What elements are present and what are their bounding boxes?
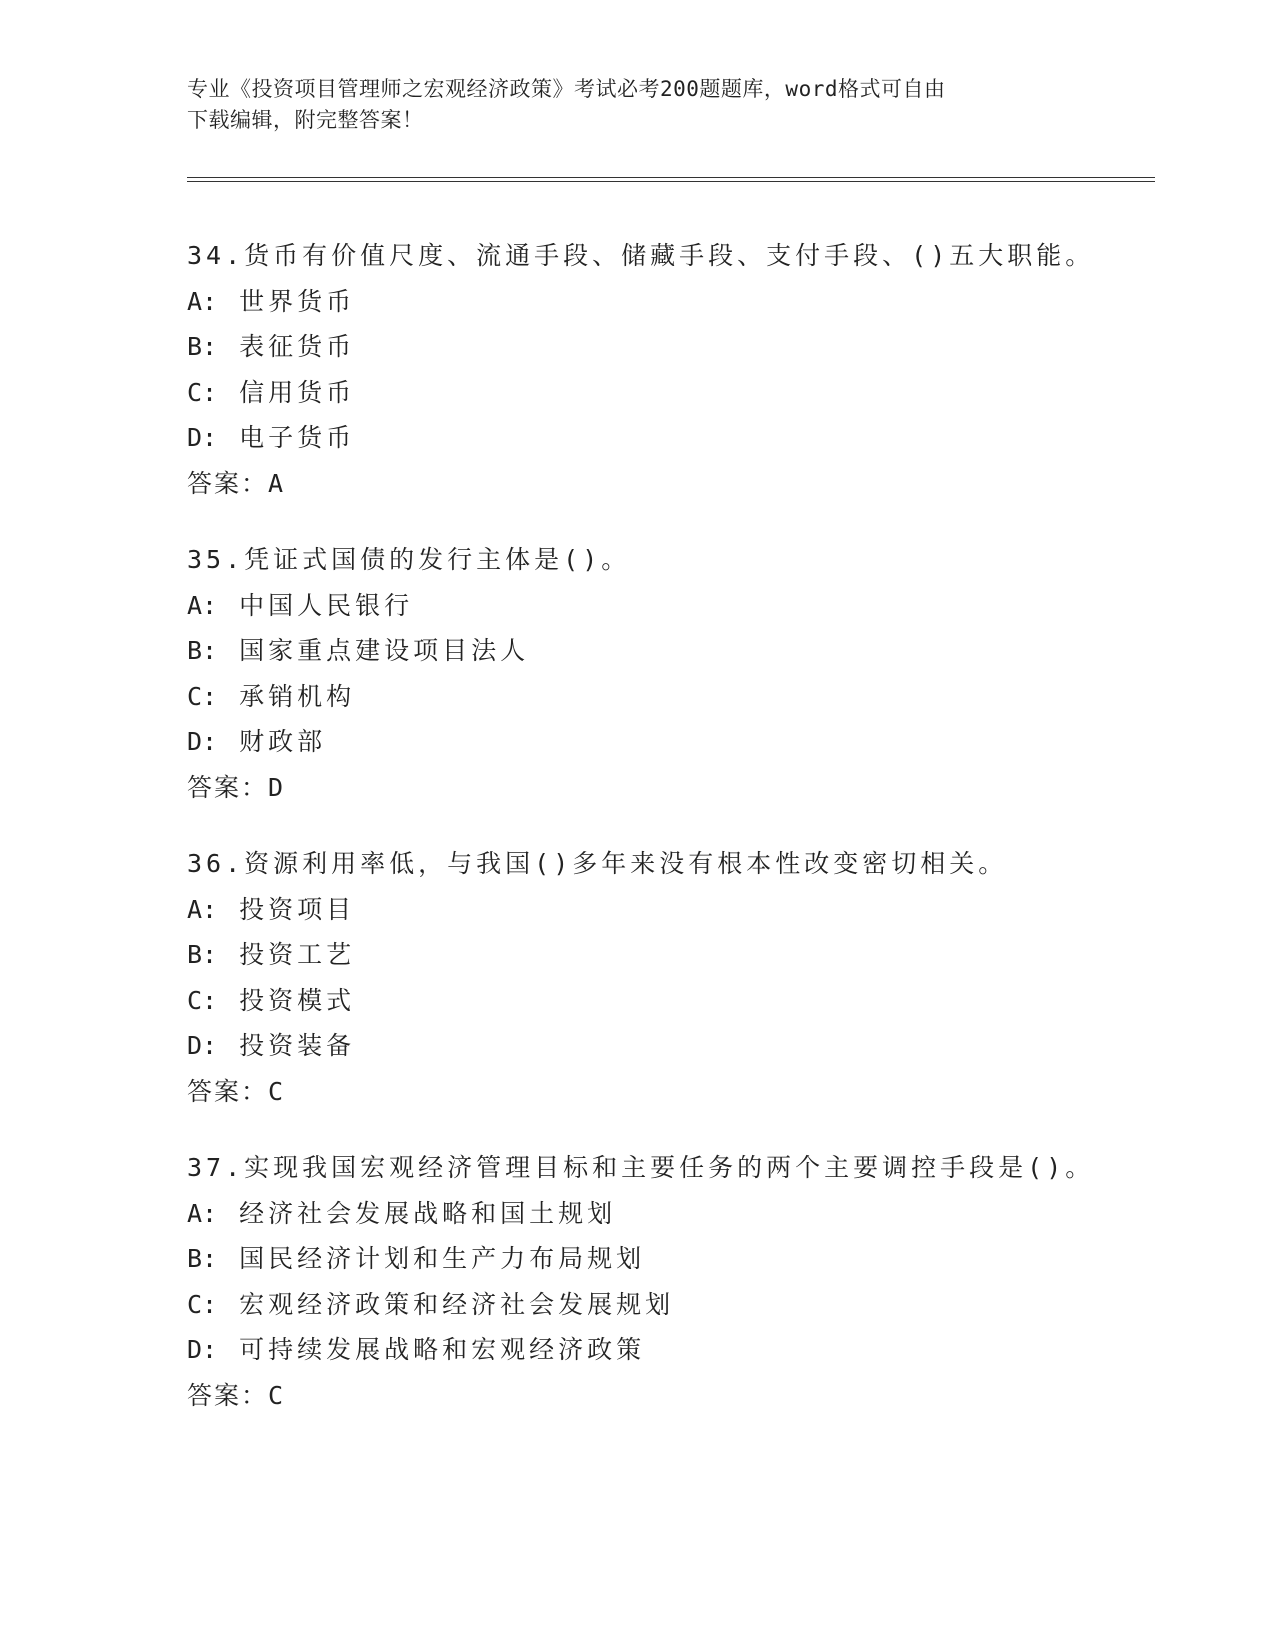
option-a — [187, 887, 1155, 933]
document-header — [187, 74, 1087, 136]
question-34 — [187, 233, 1155, 507]
option-a — [187, 279, 1155, 325]
question-stem: 35.凭证式国债的发行主体是()。 — [187, 545, 631, 574]
option-letter: A: — [187, 590, 218, 620]
option-text: 表征货币 — [239, 332, 356, 362]
answer-label: 答案： — [187, 468, 269, 498]
option-text: 宏观经济政策和经济社会发展规划 — [239, 1289, 675, 1319]
option-text: 财政部 — [239, 727, 327, 757]
header-divider-bottom — [187, 181, 1155, 182]
option-text: 可持续发展战略和宏观经济政策 — [239, 1335, 646, 1365]
answer-label: 答案： — [187, 772, 269, 802]
option-text: 投资装备 — [239, 1031, 356, 1061]
option-d — [187, 1327, 1155, 1373]
option-letter: D: — [187, 1031, 218, 1061]
option-letter: C: — [187, 985, 218, 1015]
answer-value: A — [268, 468, 284, 498]
option-text: 电子货币 — [239, 423, 356, 453]
option-c — [187, 978, 1155, 1024]
answer — [187, 461, 1155, 507]
answer-label: 答案： — [187, 1076, 269, 1106]
option-d — [187, 1023, 1155, 1069]
answer-value: C — [268, 1076, 284, 1106]
option-letter: A: — [187, 1198, 218, 1228]
answer-value: C — [268, 1380, 284, 1410]
option-text: 投资工艺 — [239, 940, 356, 970]
option-letter: B: — [187, 332, 218, 362]
option-letter: A: — [187, 286, 218, 316]
header-line-1: 专业《投资项目管理师之宏观经济政策》考试必考200题题库，word格式可自由 — [187, 77, 946, 101]
option-b — [187, 628, 1155, 674]
question-35 — [187, 537, 1155, 811]
option-b — [187, 932, 1155, 978]
option-text: 信用货币 — [239, 377, 356, 407]
answer-value: D — [268, 772, 284, 802]
option-letter: B: — [187, 1244, 218, 1274]
option-a — [187, 1191, 1155, 1237]
option-letter: D: — [187, 727, 218, 757]
answer — [187, 1373, 1155, 1419]
question-36 — [187, 841, 1155, 1115]
header-divider-top — [187, 177, 1155, 178]
option-b — [187, 324, 1155, 370]
question-stem: 34.货币有价值尺度、流通手段、储藏手段、支付手段、()五大职能。 — [187, 241, 1095, 270]
option-letter: C: — [187, 681, 218, 711]
option-letter: C: — [187, 1289, 218, 1319]
header-line-2: 下载编辑，附完整答案！ — [187, 108, 424, 132]
option-letter: B: — [187, 940, 218, 970]
option-text: 国民经济计划和生产力布局规划 — [239, 1244, 646, 1274]
question-stem: 36.资源利用率低，与我国()多年来没有根本性改变密切相关。 — [187, 849, 1008, 878]
answer-label: 答案： — [187, 1380, 269, 1410]
option-text: 世界货币 — [239, 286, 356, 316]
option-text: 经济社会发展战略和国土规划 — [239, 1198, 617, 1228]
option-d — [187, 415, 1155, 461]
option-d — [187, 719, 1155, 765]
option-text: 投资项目 — [239, 894, 356, 924]
question-stem: 37.实现我国宏观经济管理目标和主要任务的两个主要调控手段是()。 — [187, 1153, 1095, 1182]
question-37 — [187, 1145, 1155, 1419]
option-c — [187, 1282, 1155, 1328]
answer — [187, 1069, 1155, 1115]
option-b — [187, 1236, 1155, 1282]
answer — [187, 765, 1155, 811]
option-text: 中国人民银行 — [239, 590, 414, 620]
option-letter: C: — [187, 377, 218, 407]
option-text: 国家重点建设项目法人 — [239, 636, 530, 666]
option-letter: D: — [187, 423, 218, 453]
option-letter: A: — [187, 894, 218, 924]
option-letter: B: — [187, 636, 218, 666]
option-text: 承销机构 — [239, 681, 356, 711]
option-text: 投资模式 — [239, 985, 356, 1015]
option-c — [187, 370, 1155, 416]
option-a — [187, 583, 1155, 629]
option-c — [187, 674, 1155, 720]
option-letter: D: — [187, 1335, 218, 1365]
